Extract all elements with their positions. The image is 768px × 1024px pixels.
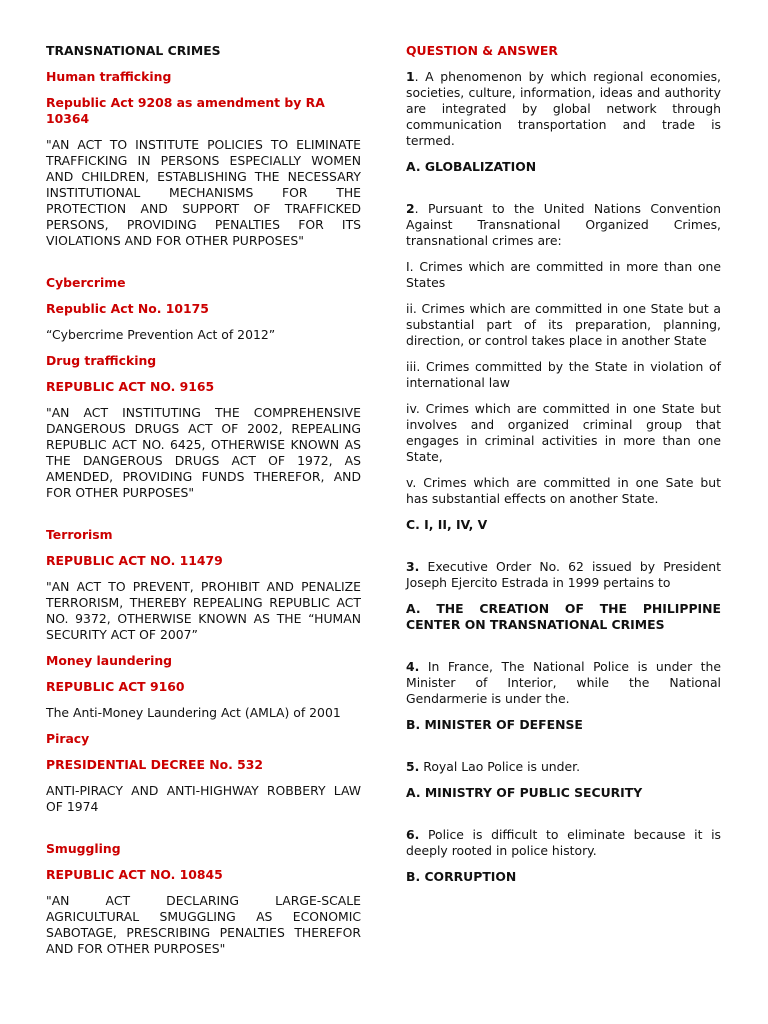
question-number: 4.: [406, 659, 420, 674]
section-heading: Human trafficking: [46, 69, 172, 84]
question-number: 6.: [406, 827, 420, 842]
document-title: TRANSNATIONAL CRIMES: [46, 43, 221, 58]
section-heading: Drug trafficking: [46, 353, 157, 368]
question-number: 2: [406, 201, 415, 216]
answer: B. MINISTER OF DEFENSE: [406, 717, 583, 732]
law-description: The Anti-Money Laundering Act (AMLA) of 2001: [46, 705, 341, 720]
question: [406, 827, 721, 859]
spacer: [406, 811, 721, 827]
question-text: Royal Lao Police is under.: [419, 759, 581, 774]
law-reference: REPUBLIC ACT 9160: [46, 679, 185, 694]
law-reference: REPUBLIC ACT NO. 11479: [46, 553, 223, 568]
law-description: "AN ACT DECLARING LARGE-SCALE AGRICULTURAL SMUGGLING AS ECONOMIC SABOTAGE, PRESCRIBING PENALTIES THEREFOR AND FOR OTHER PURPOSES": [46, 893, 361, 956]
section-heading: Smuggling: [46, 841, 121, 856]
spacer: [406, 643, 721, 659]
question: [406, 69, 721, 149]
question: [406, 559, 721, 591]
list-item: ii. Crimes which are committed in one State but a substantial part of its preparation, planning, direction, or control takes place in another State: [406, 301, 721, 348]
law-reference: REPUBLIC ACT NO. 10845: [46, 867, 223, 882]
question-text: . Pursuant to the United Nations Convention Against Transnational Organized Crimes, transnational crimes are:: [406, 201, 721, 248]
spacer: [406, 543, 721, 559]
law-description: "AN ACT TO INSTITUTE POLICIES TO ELIMINATE TRAFFICKING IN PERSONS ESPECIALLY WOMEN AND CHILDREN, ESTABLISHING THE NECESSARY INSTITUTIONAL MECHANISMS FOR THE PROTECTION AND SUPPORT OF TRAFFICKED PERSONS, PROVIDING PENALTIES FOR ITS VIOLATIONS AND FOR OTHER PURPOSES": [46, 137, 361, 248]
list-item: I. Crimes which are committed in more than one States: [406, 259, 721, 290]
question-number: 1: [406, 69, 415, 84]
law-description: ANTI-PIRACY AND ANTI-HIGHWAY ROBBERY LAW OF 1974: [46, 783, 361, 814]
law-reference: REPUBLIC ACT NO. 9165: [46, 379, 215, 394]
question: [406, 201, 721, 249]
question-text: Executive Order No. 62 issued by President Joseph Ejercito Estrada in 1999 pertains to: [406, 559, 721, 590]
question-text: In France, The National Police is under the Minister of Interior, while the National Gendarmerie is under the.: [406, 659, 721, 706]
list-item: iii. Crimes committed by the State in violation of international law: [406, 359, 721, 390]
law-reference: Republic Act No. 10175: [46, 301, 209, 316]
law-reference: PRESIDENTIAL DECREE No. 532: [46, 757, 263, 772]
law-reference: Republic Act 9208 as amendment by RA 10364: [46, 95, 325, 126]
law-description: "AN ACT TO PREVENT, PROHIBIT AND PENALIZE TERRORISM, THEREBY REPEALING REPUBLIC ACT NO. 9372, OTHERWISE KNOWN AS THE “HUMAN SECURITY ACT OF 2007”: [46, 579, 361, 642]
right-column: [406, 43, 721, 895]
answer: A. THE CREATION OF THE PHILIPPINE CENTER ON TRANSNATIONAL CRIMES: [406, 601, 721, 632]
question-number: 5.: [406, 759, 420, 774]
section-heading: Piracy: [46, 731, 90, 746]
law-description: “Cybercrime Prevention Act of 2012”: [46, 327, 276, 342]
section-heading: Cybercrime: [46, 275, 126, 290]
question-number: 3.: [406, 559, 420, 574]
question-text: . A phenomenon by which regional economies, societies, culture, information, ideas and authority are integrated by global network through communication transportation and trade is termed.: [406, 69, 721, 148]
spacer: [406, 743, 721, 759]
spacer: [46, 259, 361, 275]
list-item: v. Crimes which are committed in one Sate but has substantial effects on another State.: [406, 475, 721, 506]
list-item: iv. Crimes which are committed in one State but involves and organized criminal group that engages in criminal activities in more than one State,: [406, 401, 721, 464]
question: [406, 759, 721, 775]
question: [406, 659, 721, 707]
qa-title: QUESTION & ANSWER: [406, 43, 558, 58]
answer: A. GLOBALIZATION: [406, 159, 537, 174]
section-heading: Money laundering: [46, 653, 173, 668]
left-column: [46, 43, 361, 967]
answer: B. CORRUPTION: [406, 869, 517, 884]
spacer: [46, 825, 361, 841]
question-text: Police is difficult to eliminate because it is deeply rooted in police history.: [406, 827, 721, 858]
spacer: [46, 511, 361, 527]
answer: A. MINISTRY OF PUBLIC SECURITY: [406, 785, 643, 800]
spacer: [406, 185, 721, 201]
section-heading: Terrorism: [46, 527, 113, 542]
law-description: "AN ACT INSTITUTING THE COMPREHENSIVE DANGEROUS DRUGS ACT OF 2002, REPEALING REPUBLIC ACT NO. 6425, OTHERWISE KNOWN AS THE DANGEROUS DRUGS ACT OF 1972, AS AMENDED, PROVIDING FUNDS THEREFOR, AND FOR OTHER PURPOSES": [46, 405, 361, 500]
answer: C. I, II, IV, V: [406, 517, 488, 532]
